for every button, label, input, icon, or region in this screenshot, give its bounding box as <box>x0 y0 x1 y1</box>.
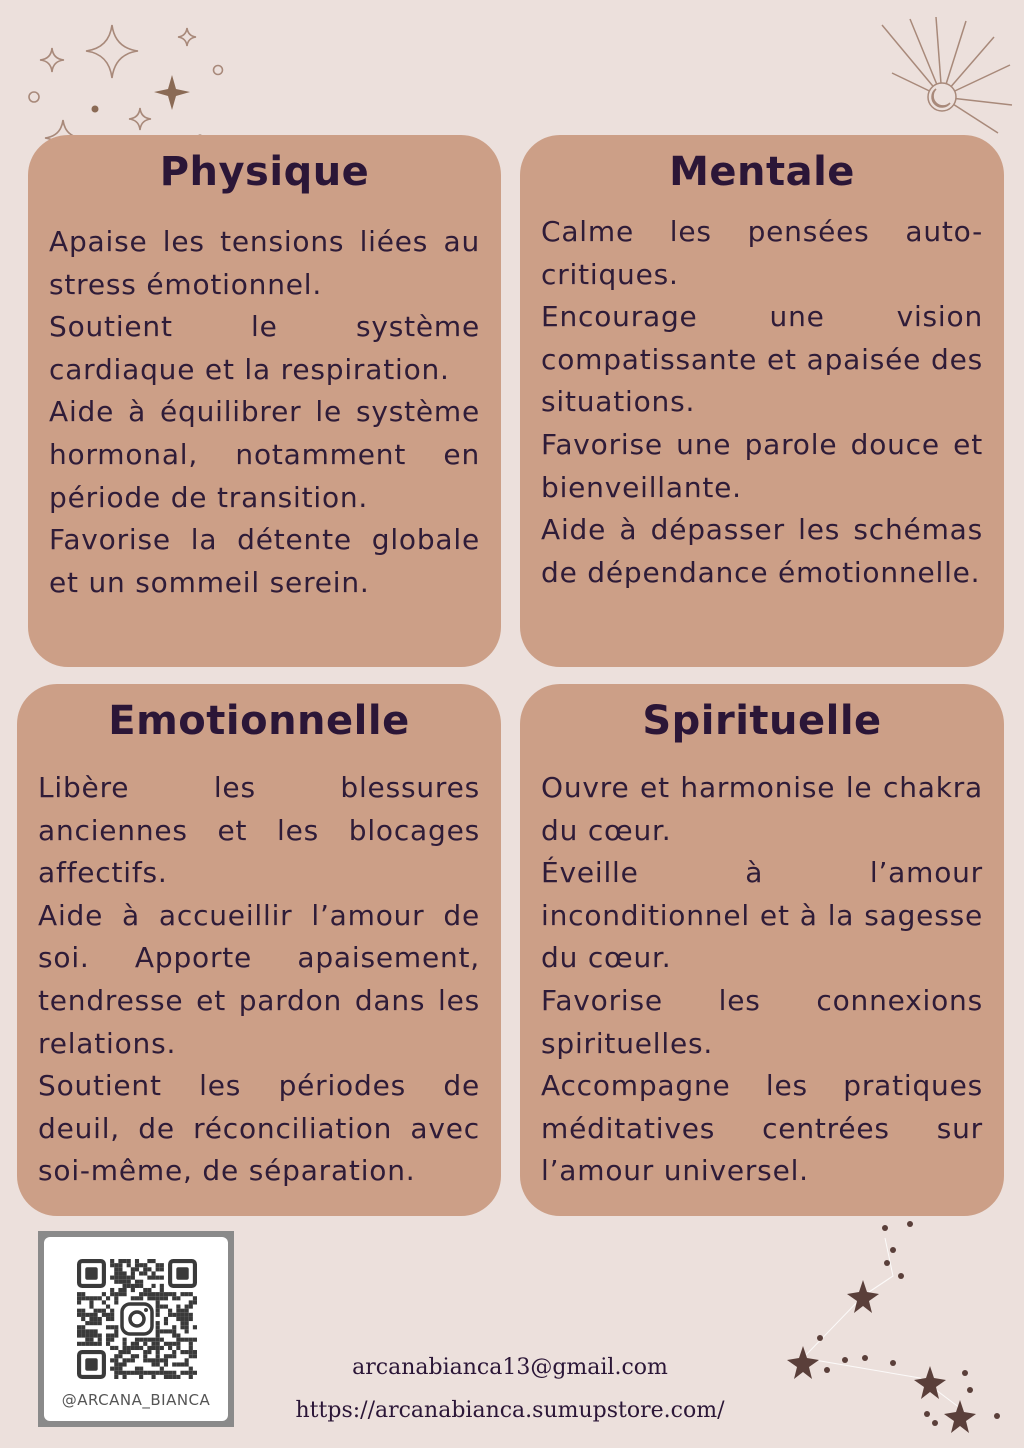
sun-moon-icon <box>870 15 1020 145</box>
paragraph: Apaise les tensions liées au stress émotionnel. <box>49 225 480 301</box>
paragraph: Éveille à l’amour inconditionnel et à la sagesse du cœur. <box>541 856 983 975</box>
card-title-mentale: Mentale <box>669 149 855 195</box>
card-title-spirituelle: Spirituelle <box>642 698 882 744</box>
paragraph: Libère les blessures anciennes et les blocages affectifs. <box>38 771 480 890</box>
instagram-handle: @ARCANA_BIANCA <box>61 1391 211 1409</box>
paragraph: Calme les pensées auto-critiques. <box>541 215 983 291</box>
card-physique <box>28 135 501 667</box>
paragraph: Aide à dépasser les schémas de dépendance émotionnelle. <box>541 513 983 589</box>
card-mentale <box>520 135 1004 667</box>
paragraph: Ouvre et harmonise le chakra du cœur. <box>541 771 983 847</box>
card-emotionnelle <box>17 684 501 1216</box>
card-body-emotionnelle <box>38 767 480 1193</box>
card-title-physique: Physique <box>159 149 370 195</box>
paragraph: Aide à accueillir l’amour de soi. Apporte apaisement, tendresse et pardon dans les relations. <box>38 898 480 1060</box>
email-link[interactable]: arcanabianca13@gmail.com <box>352 1355 668 1380</box>
card-body-spirituelle <box>541 767 983 1193</box>
paragraph: Encourage une vision compatissante et apaisée des situations. <box>541 300 983 419</box>
paragraph: Aide à équilibrer le système hormonal, notamment en période de transition. <box>49 395 480 514</box>
card-spirituelle <box>520 684 1004 1216</box>
card-body-mentale <box>541 211 983 594</box>
qr-code[interactable] <box>38 1231 234 1427</box>
card-title-emotionnelle: Emotionnelle <box>108 698 410 744</box>
paragraph: Accompagne les pratiques méditatives centrées sur l’amour universel. <box>541 1069 983 1188</box>
instagram-icon <box>122 1304 152 1334</box>
paragraph: Favorise une parole douce et bienveillante. <box>541 427 983 504</box>
qr-card <box>44 1237 228 1421</box>
paragraph: Favorise les connexions spirituelles. <box>541 983 983 1060</box>
qr-pattern <box>77 1259 197 1379</box>
paragraph: Favorise la détente globale et un sommeil serein. <box>49 523 480 599</box>
star-constellation-icon <box>775 1218 1015 1438</box>
paragraph: Soutient le système cardiaque et la respiration. <box>49 310 480 386</box>
website-link[interactable]: https://arcanabianca.sumupstore.com/ <box>295 1398 725 1423</box>
paragraph: Soutient les périodes de deuil, de réconciliation avec soi-même, de séparation. <box>38 1069 480 1188</box>
card-body-physique <box>49 221 480 604</box>
